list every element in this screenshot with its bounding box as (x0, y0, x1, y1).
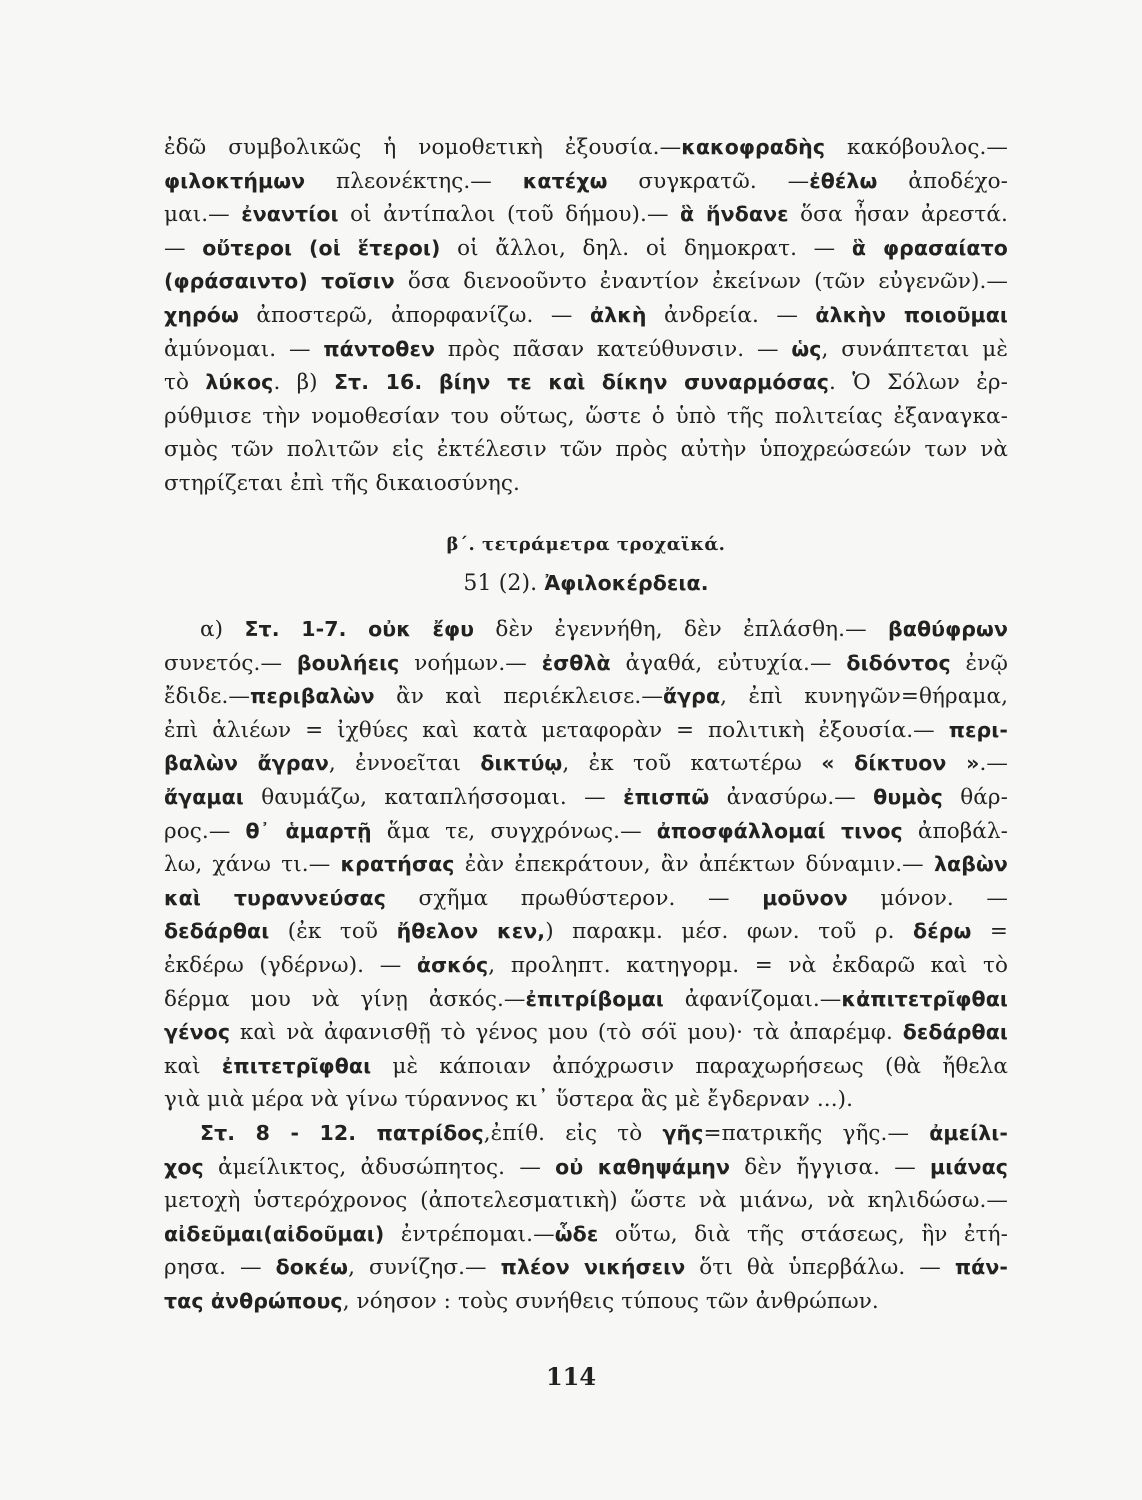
text-line: χηρόω ἀποστερῶ, ἀπορφανίζω. — ἀλκὴ ἀνδρεία. — ἀλκὴν ποιοῦμαι (164, 302, 1008, 328)
glossary-term: ἐπισπῶ (623, 784, 710, 809)
text-line: τὸ λύκος. β) Στ. 16. βίην τε καὶ δίκην συναρμόσας. Ὁ Σόλων ἐρ- (164, 370, 1008, 396)
text-line: αἰδεῦμαι(αἰδοῦμαι) ἐντρέπομαι.—ὧδε οὕτω, διὰ τῆς στάσεως, ἣν ἐτή- (164, 1221, 1008, 1247)
text-line: ρύθμισε τὴν νομοθεσίαν του οὕτως, ὥστε ὁ ὑπὸ τῆς πολιτείας ἐξαναγκα- (164, 403, 1008, 429)
glossary-term: ἐπιτρίβομαι (525, 986, 664, 1011)
text-line: μετοχὴ ὑστερόχρονος (ἀποτελεσματικὴ) ὥστε νὰ μιάνω, νὰ κηλιδώσω.— (164, 1188, 1008, 1214)
text-line: γένος καὶ νὰ ἀφανισθῇ τὸ γένος μου (τὸ σόϊ μου)· τὰ ἀπαρέμφ. δεδάρθαι (164, 1020, 1008, 1046)
section-heading: β΄. τετράμετρα τροχαϊκά. (446, 534, 726, 555)
glossary-term: ἀποσφάλλομαί τινος (656, 818, 903, 843)
glossary-term: δεδάρθαι (902, 1020, 1008, 1045)
glossary-term: δεδάρθαι (164, 919, 270, 944)
commentary-block-2 (164, 613, 1008, 1318)
page-number: 114 (545, 1362, 597, 1391)
text-line: γιὰ μιὰ μέρα νὰ γίνω τύραννος κι᾽ ὕστερα ἃς μὲ ἔγδερναν ...). (164, 1087, 854, 1113)
commentary-block-1 (164, 131, 1008, 501)
glossary-term: ἐθέλω (809, 168, 878, 193)
glossary-term: ἀσκός (416, 952, 489, 977)
glossary-term: περιβαλὼν (250, 684, 375, 709)
glossary-term: ἐναντίοι (241, 202, 339, 227)
glossary-term: δέρω (913, 919, 972, 944)
text-line: ρος.— θ᾽ ἁμαρτῇ ἅμα τε, συγχρόνως.— ἀποσφάλλομαί τινος ἀποβάλ- (164, 818, 1008, 844)
glossary-term: « δίκτυον » (821, 751, 980, 776)
glossary-term: βουλήεις (296, 650, 400, 675)
text-line: χος ἀμείλικτος, ἀδυσώπητος. — οὐ καθηψάμην δὲν ἤγγισα. — μιάνας (164, 1154, 1008, 1180)
glossary-term: Στ. 16. βίην τε καὶ δίκην συναρμόσας (333, 370, 830, 395)
text-line: συνετός.— βουλήεις νοήμων.— ἐσθλὰ ἀγαθά, εὐτυχία.— διδόντος ἐνῷ (164, 650, 1008, 676)
text-line: σμὸς τῶν πολιτῶν εἰς ἐκτέλεσιν τῶν πρὸς αὐτὴν ὑποχρεώσεών των νὰ (164, 437, 1008, 463)
glossary-term: (φράσαιντο) τοῖσιν (164, 269, 395, 294)
text-line: α) Στ. 1-7. οὐκ ἔφυ δὲν ἐγεννήθη, δὲν ἐπλάσθη.— βαθύφρων (200, 617, 1008, 642)
glossary-term: κακοφραδὴς (681, 135, 826, 159)
glossary-term: Στ. 1-7. οὐκ ἔφυ (244, 617, 475, 641)
glossary-term: ἄγαμαι (164, 784, 244, 809)
glossary-term: ὧδε (554, 1221, 599, 1246)
glossary-term: θυμὸς (873, 784, 943, 809)
text-line: λω, χάνω τι.— κρατήσας ἐὰν ἐπεκράτουν, ἂν ἀπέκτων δύναμιν.— λαβὼν (164, 852, 1008, 878)
glossary-term: θ᾽ ἁμαρτῇ (245, 818, 372, 843)
text-line: Στ. 8 - 12. πατρίδος,ἐπίθ. εἰς τὸ γῆς=πατρικῆς γῆς.— ἀμείλι- (200, 1120, 1008, 1146)
poem-number: 51 (2). (463, 571, 538, 596)
glossary-term: πάν- (954, 1255, 1008, 1280)
glossary-term: βαθύφρων (888, 617, 1008, 641)
glossary-term: ἀμείλι- (929, 1120, 1008, 1145)
text-line: ρησα. — δοκέω, συνίζησ.— πλέον νικήσειν ὅτι θὰ ὑπερβάλω. — πάν- (164, 1255, 1008, 1281)
glossary-term: ἐσθλὰ (541, 650, 611, 675)
text-line: (φράσαιντο) τοῖσιν ὅσα διενοοῦντο ἐναντίον ἐκείνων (τῶν εὐγενῶν).— (164, 269, 1008, 295)
glossary-term: Στ. 8 - 12. πατρίδος (200, 1120, 484, 1145)
glossary-term: χος (164, 1154, 204, 1179)
text-line: καὶ τυραννεύσας σχῆμα πρωθύστερον. — μοῦνον μόνον. — (164, 885, 1008, 911)
glossary-term: ἃ φρασαίατο (851, 235, 1008, 260)
poem-heading (164, 563, 1008, 603)
text-line: δεδάρθαι (ἐκ τοῦ ἤθελον κεν,) παρακμ. μέσ. φων. τοῦ ρ. δέρω = (164, 919, 1008, 945)
text-line: στηρίζεται ἐπὶ τῆς δικαιοσύνης. (164, 470, 520, 496)
glossary-term: κἀπιτετρῖφθαι (841, 986, 1008, 1011)
glossary-term: οὔτεροι (οἱ ἕτεροι) (202, 235, 441, 260)
glossary-term: γῆς (662, 1120, 704, 1145)
glossary-term: δικτύῳ (480, 751, 563, 776)
glossary-term: γένος (164, 1020, 231, 1045)
glossary-term: ὡς (791, 336, 822, 361)
glossary-term: καὶ τυραννεύσας (164, 885, 386, 910)
glossary-term: λαβὼν (933, 852, 1008, 877)
text-line: ἄγαμαι θαυμάζω, καταπλήσσομαι. — ἐπισπῶ ἀνασύρω.— θυμὸς θάρ- (164, 784, 1008, 810)
section-heading-block (164, 527, 1008, 603)
glossary-term: οὐ καθηψάμην (555, 1154, 731, 1179)
text-line: ἀμύνομαι. — πάντοθεν πρὸς πᾶσαν κατεύθυνσιν. — ὡς, συνάπτεται μὲ (164, 336, 1008, 362)
glossary-term: ἐπιτετρῖφθαι (221, 1053, 372, 1078)
glossary-term: κρατήσας (340, 852, 455, 877)
text-line: μαι.— ἐναντίοι οἱ ἀντίπαλοι (τοῦ δήμου).— ἃ ἥνδανε ὅσα ἦσαν ἀρεστά. (164, 202, 1008, 228)
glossary-term: κατέχω (522, 168, 608, 193)
text-line: — οὔτεροι (οἱ ἕτεροι) οἱ ἄλλοι, δηλ. οἱ δημοκρατ. — ἃ φρασαίατο (164, 235, 1008, 261)
glossary-term: πλέον νικήσειν (500, 1255, 686, 1280)
glossary-term: μιάνας (930, 1154, 1008, 1179)
glossary-term: διδόντος (846, 650, 951, 675)
text-line: ἐδῶ συμβολικῶς ἡ νομοθετικὴ ἐξουσία.—κακοφραδὴς κακόβουλος.— (164, 135, 1008, 160)
glossary-term: αἰδεῦμαι(αἰδοῦμαι) (164, 1221, 385, 1246)
text-line: δέρμα μου νὰ γίνῃ ἀσκός.—ἐπιτρίβομαι ἀφανίζομαι.—κἀπιτετρῖφθαι (164, 986, 1008, 1012)
glossary-term: λύκος (205, 370, 274, 395)
glossary-term: ἄγρα (662, 684, 721, 709)
glossary-term: χηρόω (164, 302, 239, 327)
glossary-term: ἃ ἥνδανε (680, 202, 789, 227)
text-line: βαλὼν ἄγραν, ἐννοεῖται δικτύῳ, ἐκ τοῦ κατωτέρω « δίκτυον ».— (164, 751, 1008, 777)
glossary-term: περι- (948, 717, 1008, 742)
glossary-term: πάντοθεν (323, 336, 436, 361)
text-line: ἐκδέρω (γδέρνω). — ἀσκός, προληπτ. κατηγορμ. = νὰ ἐκδαρῶ καὶ τὸ (164, 952, 1008, 978)
poem-title: Ἀφιλοκέρδεια. (544, 571, 709, 595)
text-line: καὶ ἐπιτετρῖφθαι μὲ κάποιαν ἀπόχρωσιν παραχωρήσεως (θὰ ἤθελα (164, 1053, 1008, 1079)
text-line: φιλοκτήμων πλεονέκτης.— κατέχω συγκρατῶ. —ἐθέλω ἀποδέχο- (164, 168, 1008, 194)
glossary-term: ἀλκὴ (589, 302, 647, 327)
text-line: ἔδιδε.—περιβαλὼν ἂν καὶ περιέκλεισε.—ἄγρα, ἐπὶ κυνηγῶν=θήραμα, (164, 684, 1008, 710)
glossary-term: τας ἀνθρώπους (164, 1288, 343, 1313)
glossary-term: δοκέω (275, 1255, 349, 1280)
text-line: τας ἀνθρώπους, νόησον : τοὺς συνήθεις τύπους τῶν ἀνθρώπων. (164, 1288, 879, 1314)
glossary-term: ἀλκὴν ποιοῦμαι (815, 302, 1008, 327)
text-line: ἐπὶ ἁλιέων = ἰχθύες καὶ κατὰ μεταφορὰν = πολιτικὴ ἐξουσία.— περι- (164, 717, 1008, 743)
glossary-term: βαλὼν ἄγραν (164, 751, 329, 776)
glossary-term: ἤθελον κεν, (396, 919, 546, 944)
glossary-term: φιλοκτήμων (164, 168, 306, 193)
glossary-term: μοῦνον (762, 885, 848, 910)
